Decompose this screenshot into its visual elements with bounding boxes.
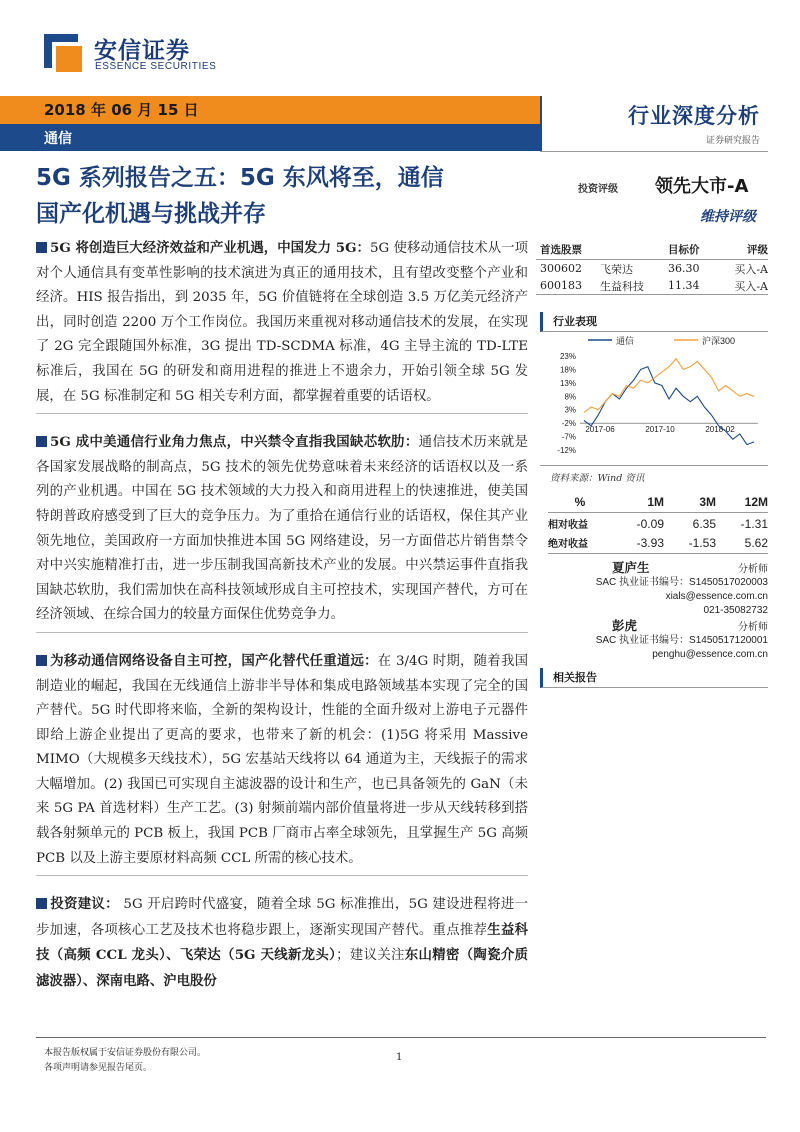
legend-label-csi300: 沪深300 [702, 336, 736, 346]
essence-logo-icon [40, 30, 84, 74]
y-tick-label: 3% [564, 405, 576, 415]
x-tick-label: 2018-02 [705, 425, 735, 435]
logo-name-en: ESSENCE SECURITIES [95, 61, 217, 72]
chart-legend [588, 335, 735, 347]
col-header: 评级 [747, 244, 768, 256]
rating-label: 投资评级 [578, 184, 618, 195]
table-row [536, 260, 768, 277]
report-type: 行业深度分析 [628, 104, 760, 128]
analyst-cert: SAC 执业证书编号：S1450517020003 [595, 577, 768, 588]
section-industry-performance: 行业表现 [540, 312, 768, 332]
table-rule [548, 512, 768, 513]
col-header: 1M [647, 494, 664, 509]
series-line-csi300 [584, 359, 754, 413]
report-date: 2018 年 06 月 15 日 [44, 101, 199, 119]
rating-action: 维持评级 [700, 209, 756, 225]
perf-3m: -1.53 [688, 535, 716, 550]
report-subtype: 证券研究报告 [705, 136, 760, 146]
paragraph-rule [36, 413, 528, 414]
paragraph-text: 通信技术历来就是各国家发展战略的制高点，5G 技术的领先优势意味着未来经济的话语权以及一系列的产业机遇。中国在 5G 技术领域的大力投入和商用进程上的快速推进，使美国特朗普政府感受到了巨大的竞争压力。为了重拾在通信行业的话语权，保住其产业领先地位，美国政府一方面加快推进本国 5G 网络建设，另一方面借芯片销售禁令对中兴实施精准打击，进一步压制我国高新技术产业的发展。中兴禁运事件直指我国缺芯软肋，我们需加快在高科技领域形成自主可控技术，实现国产替代，方可在经济领域、在综合国力的较量方面保住优势竞争力。 [36, 435, 529, 623]
summary-paragraph [36, 649, 528, 871]
analyst-email[interactable]: penghu@essence.com.cn [652, 649, 768, 660]
y-tick-label: 23% [559, 352, 576, 361]
perf-1m: -3.93 [636, 535, 664, 550]
rating-value: 领先大市-A [655, 176, 749, 197]
table-row [548, 514, 768, 533]
summary-paragraph [36, 236, 528, 409]
col-header: 首选股票 [540, 244, 582, 256]
paragraph-text: 在 3/4G 时期，随着我国制造业的崛起，我国在无线通信上游非半导体和集成电路领域基本实现了完全的国产替代。5G 时代即将来临，全新的架构设计，性能的全面升级对上游电子元器件即给上游企业提出了更高的要求，也带来了新的机会：(1)5G 将采用 Massive MIMO（大规模多天线技术），5G 宏基站天线将以 64 通道为主，天线振子的需求大幅增加。(2) 我国已可实现自主滤波器的设计和生产，也已具备领先的 GaN（未来 5G PA 首选材料）生产工艺。(3) 射频前端内部价值量将进一步从天线转移到搭载各射频单元的 PCB 板上，我国 PCB 厂商市占率全球领先，且掌握生产 5G 高频 PCB 以及上游主要原材料高频 CCL 所需的核心技术。 [36, 653, 528, 866]
header-divider [540, 96, 542, 151]
chart-x-axis [580, 423, 758, 434]
y-tick-label: -7% [561, 432, 576, 442]
paragraph-heading: 5G 成中美通信行业角力焦点，中兴禁令直指我国缺芯软肋： [50, 434, 419, 451]
stock-name: 生益科技 [600, 279, 644, 293]
footer-disclaimer [44, 1046, 206, 1076]
col-header [600, 242, 668, 259]
row-label: 绝对收益 [548, 539, 588, 550]
stock-code: 600183 [540, 279, 582, 292]
stock-rating: 买入-A [734, 279, 768, 293]
perf-1m: -0.09 [636, 516, 664, 531]
stock-code: 300602 [540, 262, 582, 275]
y-tick-label: 18% [559, 365, 576, 375]
perf-3m: 6.35 [692, 516, 716, 531]
recommended-stocks: 生益科技（高频 CCL 龙头）、飞荣达（5G 天线新龙头） [36, 921, 529, 964]
header-rule [540, 151, 768, 152]
title-line-2: 国产化机遇与挑战并存 [36, 201, 266, 227]
chart-y-axis [557, 352, 576, 455]
col-header: 3M [699, 494, 716, 509]
x-tick-label: 2017-10 [645, 425, 675, 435]
industry-name: 通信 [44, 131, 72, 147]
industry-bar [0, 124, 540, 151]
table-header [548, 492, 768, 511]
paragraph-heading: 投资建议： [50, 896, 119, 913]
legend-label-communication: 通信 [616, 337, 635, 347]
perf-12m: 5.62 [744, 535, 768, 550]
analyst-role: 分析师 [738, 564, 768, 575]
chart-source-rule [540, 465, 768, 466]
analyst-role: 分析师 [738, 622, 768, 633]
table-rule [548, 553, 768, 554]
col-header: 目标价 [668, 244, 700, 256]
analyst-cert: SAC 执业证书编号：S1450517120001 [595, 635, 768, 646]
footer-rule [36, 1037, 766, 1038]
paragraph-text: ；建议关注 [336, 948, 405, 964]
logo-name-cn: 安信证券 [94, 38, 190, 64]
company-logo [40, 30, 240, 78]
watch-stocks: 东山精密（陶瓷介质滤波器）、深南电路、沪电股份 [36, 947, 528, 990]
y-tick-label: -2% [561, 419, 576, 429]
footer-notice: 各项声明请参见报告尾页。 [44, 1063, 153, 1073]
report-summary [36, 236, 528, 995]
table-header [536, 242, 768, 260]
col-header: % [574, 494, 586, 509]
bullet-square-icon [36, 655, 47, 666]
bullet-square-icon [36, 436, 47, 447]
page-number: 1 [396, 1052, 403, 1063]
perf-12m: -1.31 [740, 516, 768, 531]
paragraph-heading: 为移动通信网络设备自主可控，国产化替代任重道远： [50, 652, 378, 669]
y-tick-label: 8% [564, 392, 576, 402]
paragraph-text: 5G 开启跨时代盛宴，随着全球 5G 标准推出，5G 建设进程将进一步加速，各项核心工艺及技术也将稳步跟上，逐渐实现国产替代。重点推荐 [36, 897, 529, 938]
summary-paragraph [36, 892, 528, 994]
summary-paragraph [36, 430, 528, 628]
paragraph-rule [36, 875, 528, 876]
table-rule [536, 294, 768, 295]
stock-rating: 买入-A [734, 262, 768, 276]
section-related-reports: 相关报告 [540, 668, 768, 688]
preferred-stocks-table [536, 242, 768, 295]
analyst-card [560, 616, 768, 662]
analyst-name: 夏庐生 [612, 560, 650, 575]
performance-table [548, 492, 768, 555]
analyst-name: 彭虎 [612, 618, 638, 633]
stock-target: 36.30 [668, 262, 700, 275]
report-title [36, 160, 536, 232]
paragraph-rule [36, 632, 528, 633]
analyst-email[interactable]: xials@essence.com.cn [665, 591, 768, 602]
row-label: 相对收益 [548, 520, 588, 531]
chart-source: 资料来源：Wind 资讯 [550, 473, 645, 484]
footer-copyright: 本报告版权属于安信证券股份有限公司。 [44, 1048, 207, 1058]
paragraph-text: 5G 使移动通信技术从一项对个人通信具有变革性影响的技术演进为真正的通用技术，且有望改变整个产业和经济。HIS 报告指出，到 2035 年，5G 价值链将在全球创造 3.5 万亿美元经济产出，同时创造 2200 万个工作岗位。我国历来重视对移动通信技术的发展，在实现了 2G 完全跟随国外标准，3G 提出 TD-SCDMA 标准，4G 主导主流的 TD-LTE 标准后，我国在 5G 的研发和商用进程的推进上不遗余力，开始引领全球 5G 发展，在 5G 标准制定和 5G 相关专利方面，都掌握着重要的话语权。 [36, 241, 528, 404]
table-row [548, 533, 768, 552]
col-header: 12M [744, 494, 768, 509]
bullet-square-icon [36, 898, 47, 909]
x-tick-label: 2017-06 [585, 425, 615, 435]
stock-target: 11.34 [668, 279, 700, 292]
analyst-phone: 021-35082732 [703, 605, 768, 616]
stock-name: 飞荣达 [600, 262, 633, 276]
industry-performance-chart [536, 332, 768, 460]
y-tick-label: -12% [557, 446, 576, 455]
paragraph-heading: 5G 将创造巨大经济效益和产业机遇，中国发力 5G： [50, 240, 371, 256]
y-tick-label: 13% [559, 378, 576, 388]
analyst-card [560, 558, 768, 618]
title-line-1: 5G 系列报告之五：5G 东风将至，通信 [36, 165, 444, 191]
bullet-square-icon [36, 242, 47, 253]
table-row [536, 277, 768, 294]
